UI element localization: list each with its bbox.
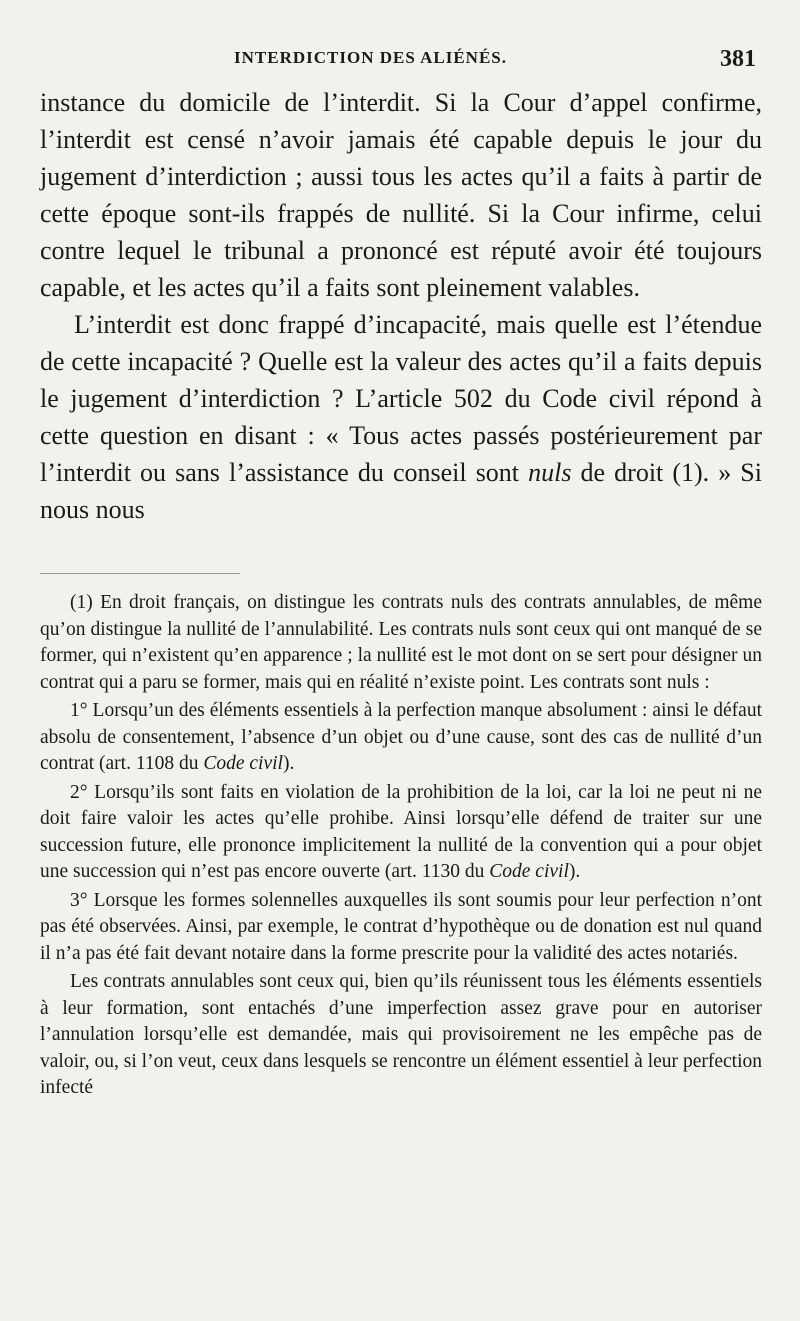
page-number: 381 [720, 46, 756, 72]
footnote-item-1-end: ). [282, 753, 295, 774]
footnote-item-2-italic: Code civil [489, 861, 569, 882]
footnote-item-2-end: ). [568, 861, 581, 882]
body-paragraph-2-end: de droit (1). » Si nous nous [40, 458, 762, 524]
body-paragraph-2-italic: nuls [528, 458, 572, 487]
main-text [40, 84, 762, 528]
footnote-divider [40, 573, 240, 574]
body-paragraph-2-text: L’interdit est donc frappé d’incapacité, mais quelle est l’étendue de cette incapacité ? Quelle est la valeur des actes qu’il a faits depuis le jugement d’interdiction ? L’article 502 du Code civil répond à cette question en disant : « Tous actes passés postérieurement par l’interdit ou sans l’assistance du conseil sont [40, 310, 762, 487]
body-paragraph-1: instance du domicile de l’interdit. Si la Cour d’appel confirme, l’interdit est censé n’avoir jamais été capable depuis le jour du jugement d’interdiction ; aussi tous les actes qu’il a faits à partir de cette époque sont-ils frappés de nullité. Si la Cour infirme, celui contre lequel le tribunal a prononcé est réputé avoir été toujours capable, et les actes qu’il a faits sont pleinement valables. [40, 88, 762, 302]
footnote-item-3: 3° Lorsque les formes solennelles auxquelles ils sont soumis pour leur perfection n’ont pas été observées. Ainsi, par exemple, le contrat d’hypothèque ou de donation est nul quand il n’a pas été fait devant notaire dans la forme prescrite pour la validité des actes notariés. [40, 889, 762, 964]
footnote-item-1-text: 1° Lorsqu’un des éléments essentiels à la perfection manque absolument : ainsi le défaut absolu de consentement, l’absence d’un objet ou d’une cause, sont des cas de nullité d’un contrat (art. 1108 du [40, 700, 762, 774]
footnote-block [40, 590, 762, 1102]
running-title: INTERDICTION DES ALIÉNÉS. [234, 48, 507, 67]
body-paragraph-2 [40, 306, 762, 528]
page-header [40, 46, 762, 76]
footnote-item-2-text: 2° Lorsqu’ils sont faits en violation de la prohibition de la loi, car la loi ne peut ni ne doit faire valoir les actes qu’elle prohibe. Ainsi lorsqu’elle défend de traiter sur une succession future, elle prononce implicitement la nullité de la convention qui a pour objet une succession qui n’est pas encore ouverte (art. 1130 du [40, 781, 762, 882]
footnote-1: (1) En droit français, on distingue les contrats nuls des contrats annulables, de même qu’on distingue la nullité de l’annulabilité. Les contrats nuls sont ceux qui ont manqué de se former, qui n’existent qu’en apparence ; la nullité est le mot dont on se sert pour désigner un contrat qui a paru se former, mais qui en réalité n’existe point. Les contrats sont nuls : [40, 592, 762, 693]
footnote-item-2 [40, 780, 762, 886]
footnote-item-1-italic: Code civil [203, 753, 283, 774]
footnote-paragraph-annulables: Les contrats annulables sont ceux qui, bien qu’ils réunissent tous les éléments essentiels à leur formation, sont entachés d’une imperfection assez grave pour en autoriser l’annulation lorsqu’elle est demandée, mais qui provisoirement ne les empêche pas de valoir, ou, si l’on veut, ceux dans lesquels se rencontre un élément essentiel à leur perfection infecté [40, 971, 762, 1098]
footnote-item-1 [40, 698, 762, 778]
